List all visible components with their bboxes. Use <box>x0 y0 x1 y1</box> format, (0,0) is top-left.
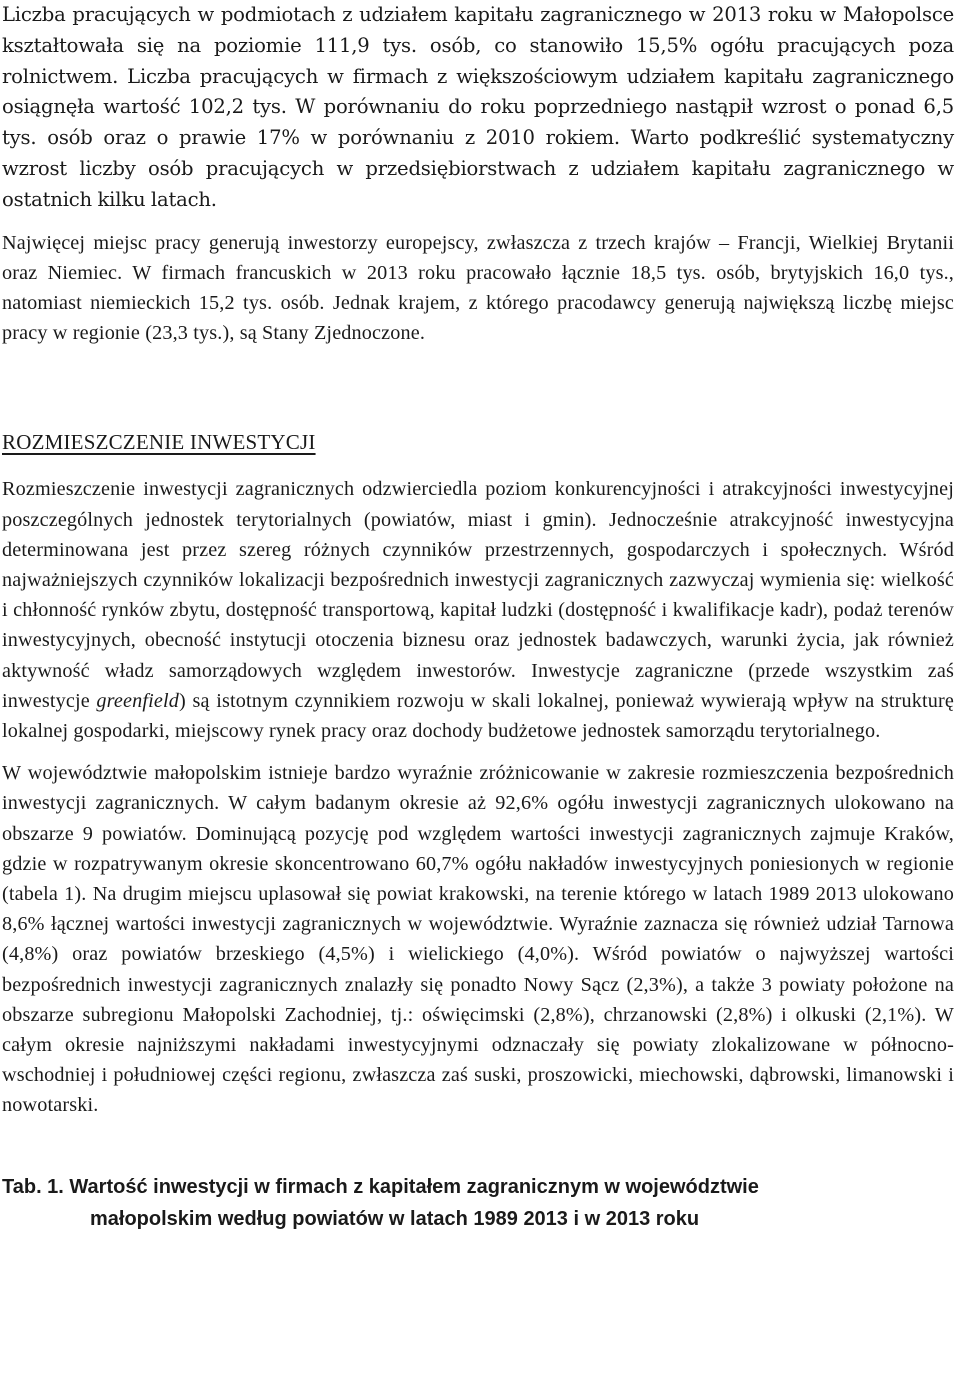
paragraph-investment-distribution <box>2 474 954 746</box>
table-caption <box>2 1171 954 1235</box>
section-heading: ROZMIESZCZENIE INWESTYCJI <box>2 430 316 455</box>
paragraph-3-text-b: ) są istotnym czynnikiem rozwoju w skali lokalnej, ponieważ wywierają wpływ na strukturę lokalnej gospodarki, miejscowy rynek pracy oraz dochody budżetowe jednostek samorządu terytorialnego. <box>2 689 954 743</box>
paragraph-regional-differentiation: W województwie małopolskim istnieje bardzo wyraźnie zróżnicowanie w zakresie rozmieszczenia bezpośrednich inwestycji zagranicznych. W całym badanym okresie aż 92,6% ogółu inwestycji zagranicznych ulokowano na obszarze 9 powiatów. Dominującą pozycję pod względem wartości inwestycji zagranicznych zajmuje Kraków, gdzie w rozpatrywanym okresie skoncentrowano 60,7% ogółu nakładów inwestycyjnych poniesionych w regionie (tabela 1). Na drugim miejscu uplasował się powiat krakowski, na terenie którego w latach 1989 2013 ulokowano 8,6% łącznej wartości inwestycji zagranicznych w województwie. Wyraźnie zaznacza się również udział Tarnowa (4,8%) oraz powiatów brzeskiego (4,5%) i wielickiego (4,0%). Wśród powiatów o najwyższej wartości bezpośrednich inwestycji zagranicznych znalazły się ponadto Nowy Sącz (2,3%), a także 3 powiaty położone na obszarze subregionu Małopolski Zachodniej, tj.: oświęcimski (2,8%), chrzanowski (2,8%) i olkuski (2,1%). W całym okresie najniższymi nakładami inwestycyjnymi odznaczały się powiaty zlokalizowane w północno-wschodniej i południowej części regionu, zwłaszcza zaś suski, proszowicki, miechowski, dąbrowski, limanowski i nowotarski. <box>2 762 954 1117</box>
paragraph-3-text-a: Rozmieszczenie inwestycji zagranicznych odzwierciedla poziom konkurencyjności i atrakcyjności inwestycyjnej poszczególnych jednostek terytorialnych (powiatów, miast i gmin). Jednocześnie atrakcyjność inwestycyjna determinowana jest przez szereg różnych czynników przestrzennych, gospodarczych i społecznych. Wśród najważniejszych czynników lokalizacji bezpośrednich inwestycji zagranicznych zazwyczaj wymienia się: wielkość i chłonność rynków zbytu, dostępność transportową, kapitał ludzki (dostępność i kwalifikacje kadr), podaż terenów inwestycyjnych, obecność instytucji otoczenia biznesu oraz jednostek badawczych, warunki życia, jak również aktywność władz samorządowych względem inwestorów. Inwestycje zagraniczne (przede wszystkim zaś inwestycje <box>2 478 954 712</box>
greenfield-term: greenfield <box>96 689 180 712</box>
table-caption-line-1: Tab. 1. Wartość inwestycji w firmach z kapitałem zagranicznym w województwie <box>2 1175 759 1198</box>
paragraph-employment: Liczba pracujących w podmiotach z udziałem kapitału zagranicznego w 2013 roku w Małopolsce kształtowała się na poziomie 111,9 tys. osób, co stanowiło 15,5% ogółu pracujących poza rolnictwem. Liczba pracujących w firmach z większościowym udziałem kapitału zagranicznego osiągnęła wartość 102,2 tys. W porównaniu do roku poprzedniego nastąpił wzrost o ponad 6,5 tys. osób oraz o prawie 17% w porównaniu z 2010 rokiem. Warto podkreślić systematyczny wzrost liczby osób pracujących w przedsiębiorstwach z udziałem kapitału zagranicznego w ostatnich kilku latach. <box>2 3 954 211</box>
paragraph-investor-countries: Najwięcej miejsc pracy generują inwestorzy europejscy, zwłaszcza z trzech krajów – Francji, Wielkiej Brytanii oraz Niemiec. W firmach francuskich w 2013 roku pracowało łącznie 18,5 tys. osób, brytyjskich 16,0 tys., natomiast niemieckich 15,2 tys. osób. Jednak krajem, z którego pracodawcy generują największą liczbę miejsc pracy w regionie (23,3 tys.), są Stany Zjednoczone. <box>2 231 954 345</box>
table-caption-line-2: małopolskim według powiatów w latach 1989 2013 i w 2013 roku <box>90 1207 700 1230</box>
